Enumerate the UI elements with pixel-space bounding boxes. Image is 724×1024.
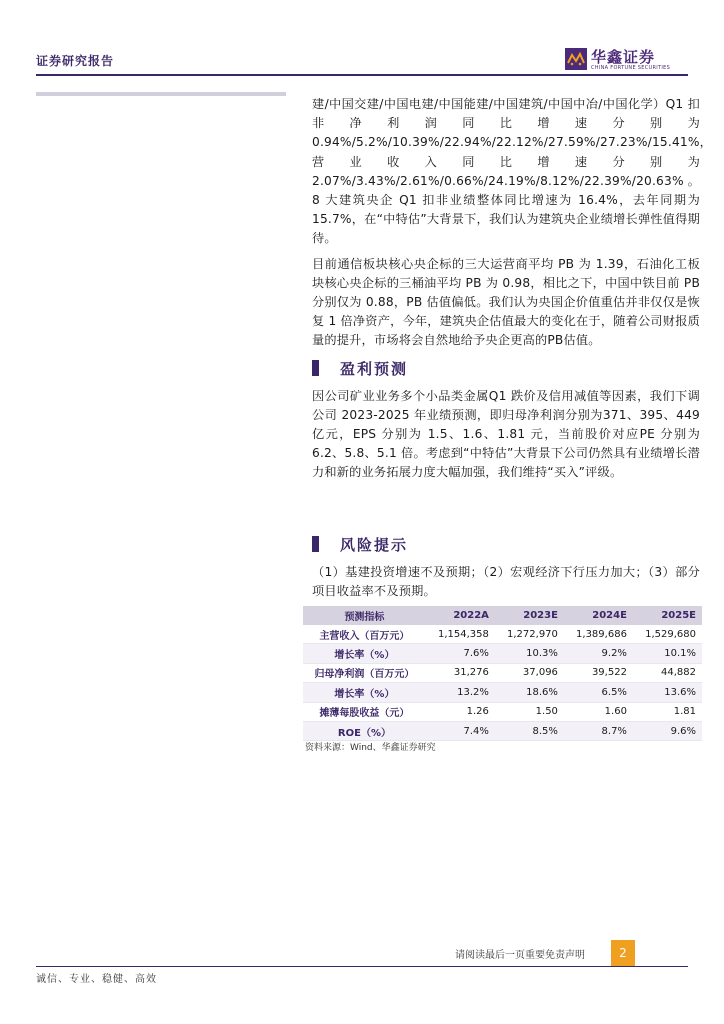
table-header-cell: 2023E <box>495 606 564 625</box>
body-paragraph-1: 建/中国交建/中国电建/中国能建/中国建筑/中国中冶/中国化学）Q1 扣非净利润同比增速分别为 0.94%/5.2%/10.39%/22.94%/22.12%/27.59%/27.23%/15.41%，营业收入同比增速分别为 2.07%/3.43%/2.61%/0.66%/24.19%/8.12%/22.39%/20.63%。8 大建筑央企 Q1 扣非业绩整体同比增速为 16.4%，去年同期为 15.7%，在“中特估”大背景下，我们认为建筑央企业绩增长弹性值得期待。 <box>312 97 713 246</box>
table-cell: 44,882 <box>633 663 702 682</box>
forecast-table <box>303 606 702 741</box>
table-cell: 1.60 <box>564 702 633 721</box>
table-row <box>303 663 702 682</box>
table-row <box>303 625 702 644</box>
data-source-note: 资料来源：Wind、华鑫证券研究 <box>305 743 436 753</box>
sidebar-accent-line <box>36 92 286 96</box>
forecast-paragraph: 因公司矿业业务多个小品类金属Q1 跌价及信用减值等因素，我们下调公司 2023-2025 年业绩预测，即归母净利润分别为371、395、449 亿元，EPS 分别为 1.5、1.6、1.81 元，当前股价对应PE 分别为 6.2、5.8、5.1 倍。考虑到“中特估”大背景下公司仍然具有业绩增长潜力和新的业务拓展力度大幅加强，我们维持“买入”评级。 <box>312 388 700 480</box>
table-cell: 31,276 <box>426 663 495 682</box>
table-cell: 1.50 <box>495 702 564 721</box>
table-cell: 8.5% <box>495 721 564 740</box>
risk-paragraph: （1）基建投资增速不及预期；（2）宏观经济下行压力加大；（3）部分项目收益率不及预期。 <box>312 564 700 598</box>
table-cell: 13.6% <box>633 683 702 702</box>
table-cell: 1.81 <box>633 702 702 721</box>
row-label: 主营收入（百万元） <box>303 625 426 644</box>
row-label: 摊薄每股收益（元） <box>303 702 426 721</box>
table-row <box>303 683 702 702</box>
table-cell: 10.1% <box>633 644 702 663</box>
table-cell: 6.5% <box>564 683 633 702</box>
table-header-cell: 2025E <box>633 606 702 625</box>
section-heading-forecast <box>312 357 700 379</box>
header-divider <box>36 74 688 76</box>
table-row <box>303 721 702 740</box>
table-cell: 18.6% <box>495 683 564 702</box>
table-header-row <box>303 606 702 625</box>
table-cell: 37,096 <box>495 663 564 682</box>
section-marker-icon <box>312 360 319 376</box>
table-row <box>303 644 702 663</box>
table-cell: 8.7% <box>564 721 633 740</box>
table-header-cell: 2024E <box>564 606 633 625</box>
logo-english-name: CHINA FORTUNE SECURITIES <box>591 65 671 71</box>
table-cell: 1.26 <box>426 702 495 721</box>
brand-logo <box>565 46 685 76</box>
table-cell: 1,272,970 <box>495 625 564 644</box>
page-number-badge: 2 <box>611 940 635 966</box>
table-cell: 7.6% <box>426 644 495 663</box>
main-content <box>312 95 713 607</box>
table-cell: 9.2% <box>564 644 633 663</box>
table-cell: 9.6% <box>633 721 702 740</box>
footer-divider <box>36 966 688 967</box>
table-header-cell: 2022A <box>426 606 495 625</box>
section-marker-icon <box>312 536 319 552</box>
row-label: 归母净利润（百万元） <box>303 663 426 682</box>
table-row <box>303 702 702 721</box>
logo-mark-icon <box>565 48 587 70</box>
table-cell: 1,154,358 <box>426 625 495 644</box>
table-header-cell: 预测指标 <box>303 606 426 625</box>
table-cell: 10.3% <box>495 644 564 663</box>
row-label: 增长率（%） <box>303 683 426 702</box>
section-title: 风险提示 <box>340 535 409 554</box>
row-label: 增长率（%） <box>303 644 426 663</box>
table-cell: 13.2% <box>426 683 495 702</box>
table-cell: 7.4% <box>426 721 495 740</box>
logo-chinese-name: 华鑫证券 <box>591 48 656 66</box>
disclaimer-note: 请阅读最后一页重要免责声明 <box>455 950 585 961</box>
section-title: 盈利预测 <box>340 359 409 378</box>
report-type-label: 证券研究报告 <box>36 54 115 68</box>
row-label: ROE（%） <box>303 721 426 740</box>
body-paragraph-2: 目前通信板块核心央企标的三大运营商平均 PB 为 1.39，石油化工板块核心央企标的三桶油平均 PB 为 0.98，相比之下，中国中铁目前 PB 分别仅为 0.88，PB 估值偏低。我们认为央国企价值重估并非仅仅是恢复 1 倍净资产，今年，建筑央企估值最大的变化在于，随着公司财报质量的提升，市场将会自然地给予央企更高的PB估值。 <box>312 256 700 348</box>
footer-slogan: 诚信、专业、稳健、高效 <box>36 974 157 985</box>
table-cell: 39,522 <box>564 663 633 682</box>
section-heading-risk <box>312 533 700 555</box>
table-cell: 1,389,686 <box>564 625 633 644</box>
table-cell: 1,529,680 <box>633 625 702 644</box>
